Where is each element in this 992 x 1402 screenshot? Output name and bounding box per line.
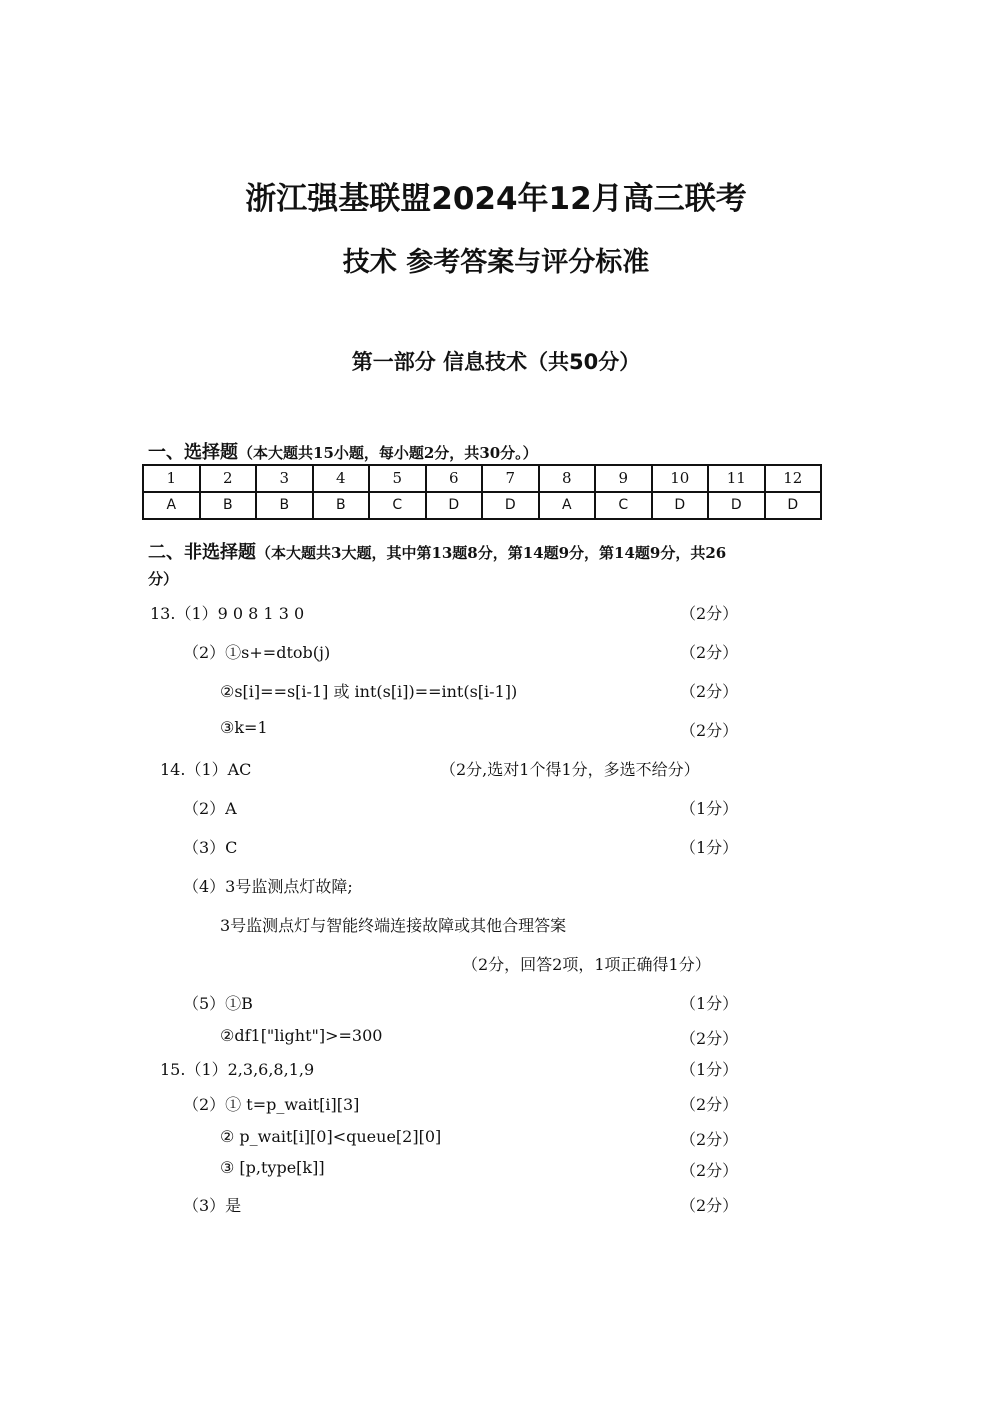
q13-part2-blank2: ②s[i]==s[i-1] 或 int(s[i])==int(s[i-1]) (220, 682, 518, 701)
q13-part2: （2）①s+=dtob(j) (183, 643, 331, 662)
q14-part1: 14.（1）AC (160, 760, 252, 779)
q14-part5: （5）①B (183, 994, 253, 1013)
q14-part3: （3）C (183, 838, 238, 857)
q15-part2-blank3: ③ [p,type[k]] (220, 1158, 325, 1177)
table-cell: B (313, 492, 370, 519)
table-cell: D (482, 492, 539, 519)
table-cell: A (143, 492, 200, 519)
table-cell: 5 (369, 465, 426, 492)
section1-title: 一、选择题 (148, 442, 238, 463)
q14-part5-blank2: ②df1["light"]>=300 (220, 1026, 383, 1045)
q14-part4-alt: 3号监测点灯与智能终端连接故障或其他合理答案 (220, 916, 567, 935)
section1-note: （本大题共15小题，每小题2分，共30分。） (238, 444, 538, 462)
table-cell: B (200, 492, 257, 519)
q15-part1-score: （1分） (680, 1060, 739, 1079)
table-cell: A (539, 492, 596, 519)
table-cell: 7 (482, 465, 539, 492)
q14-part3-score: （1分） (680, 838, 739, 857)
q15-part2-blank2: ② p_wait[i][0]<queue[2][0] (220, 1127, 442, 1146)
answer-table-answer-row (143, 492, 821, 519)
table-cell: D (426, 492, 483, 519)
q15-part2-blank2-score: （2分） (680, 1130, 739, 1149)
q14-part5-blank2-score: （2分） (680, 1029, 739, 1048)
q14-part1-score: （2分,选对1个得1分，多选不给分） (440, 760, 700, 779)
q13-part2-blank2-score: （2分） (680, 682, 739, 701)
table-cell: 12 (765, 465, 822, 492)
table-cell: 3 (256, 465, 313, 492)
table-cell: 11 (708, 465, 765, 492)
q14-part4-score: （2分，回答2项，1项正确得1分） (462, 955, 711, 974)
table-cell: C (595, 492, 652, 519)
q14-part2: （2）A (183, 799, 237, 818)
part-heading: 第一部分 信息技术（共50分） (351, 350, 641, 374)
table-cell: B (256, 492, 313, 519)
q13-part2-score: （2分） (680, 643, 739, 662)
table-cell: 10 (652, 465, 709, 492)
table-cell: D (652, 492, 709, 519)
table-cell: C (369, 492, 426, 519)
section2-note-cont (148, 568, 178, 589)
table-cell: D (708, 492, 765, 519)
q13-part2-blank3-score: （2分） (680, 721, 739, 740)
table-cell: 9 (595, 465, 652, 492)
table-cell: 2 (200, 465, 257, 492)
table-cell: 8 (539, 465, 596, 492)
answer-table-number-row (143, 465, 821, 492)
section2-note: （本大题共3大题，其中第13题8分，第14题9分，第14题9分，共26 (256, 544, 727, 562)
q15-part1: 15.（1）2,3,6,8,1,9 (160, 1060, 315, 1079)
q13-part1-score: （2分） (680, 604, 739, 623)
q14-part2-score: （1分） (680, 799, 739, 818)
q15-part3-score: （2分） (680, 1196, 739, 1215)
table-cell: 1 (143, 465, 200, 492)
q15-part2: （2）① t=p_wait[i][3] (183, 1095, 360, 1114)
table-cell: 6 (426, 465, 483, 492)
table-cell: 4 (313, 465, 370, 492)
q15-part2-blank3-score: （2分） (680, 1161, 739, 1180)
q13-part2-blank3: ③k=1 (220, 718, 268, 737)
document-subtitle: 技术 参考答案与评分标准 (342, 247, 650, 278)
q14-part5-score: （1分） (680, 994, 739, 1013)
q15-part3: （3）是 (183, 1196, 242, 1215)
section2-title: 二、非选择题 (148, 542, 256, 563)
section1-heading (148, 438, 538, 464)
table-cell: D (765, 492, 822, 519)
answer-table (142, 464, 822, 520)
q15-part2-score: （2分） (680, 1095, 739, 1114)
q13-part1: 13.（1）9 0 8 1 3 0 (150, 604, 305, 623)
document-title: 浙江强基联盟2024年12月高三联考 (245, 181, 747, 217)
section2-heading (148, 538, 726, 564)
q14-part4: （4）3号监测点灯故障; (183, 877, 353, 896)
section2-note-continued: 分） (148, 570, 179, 588)
